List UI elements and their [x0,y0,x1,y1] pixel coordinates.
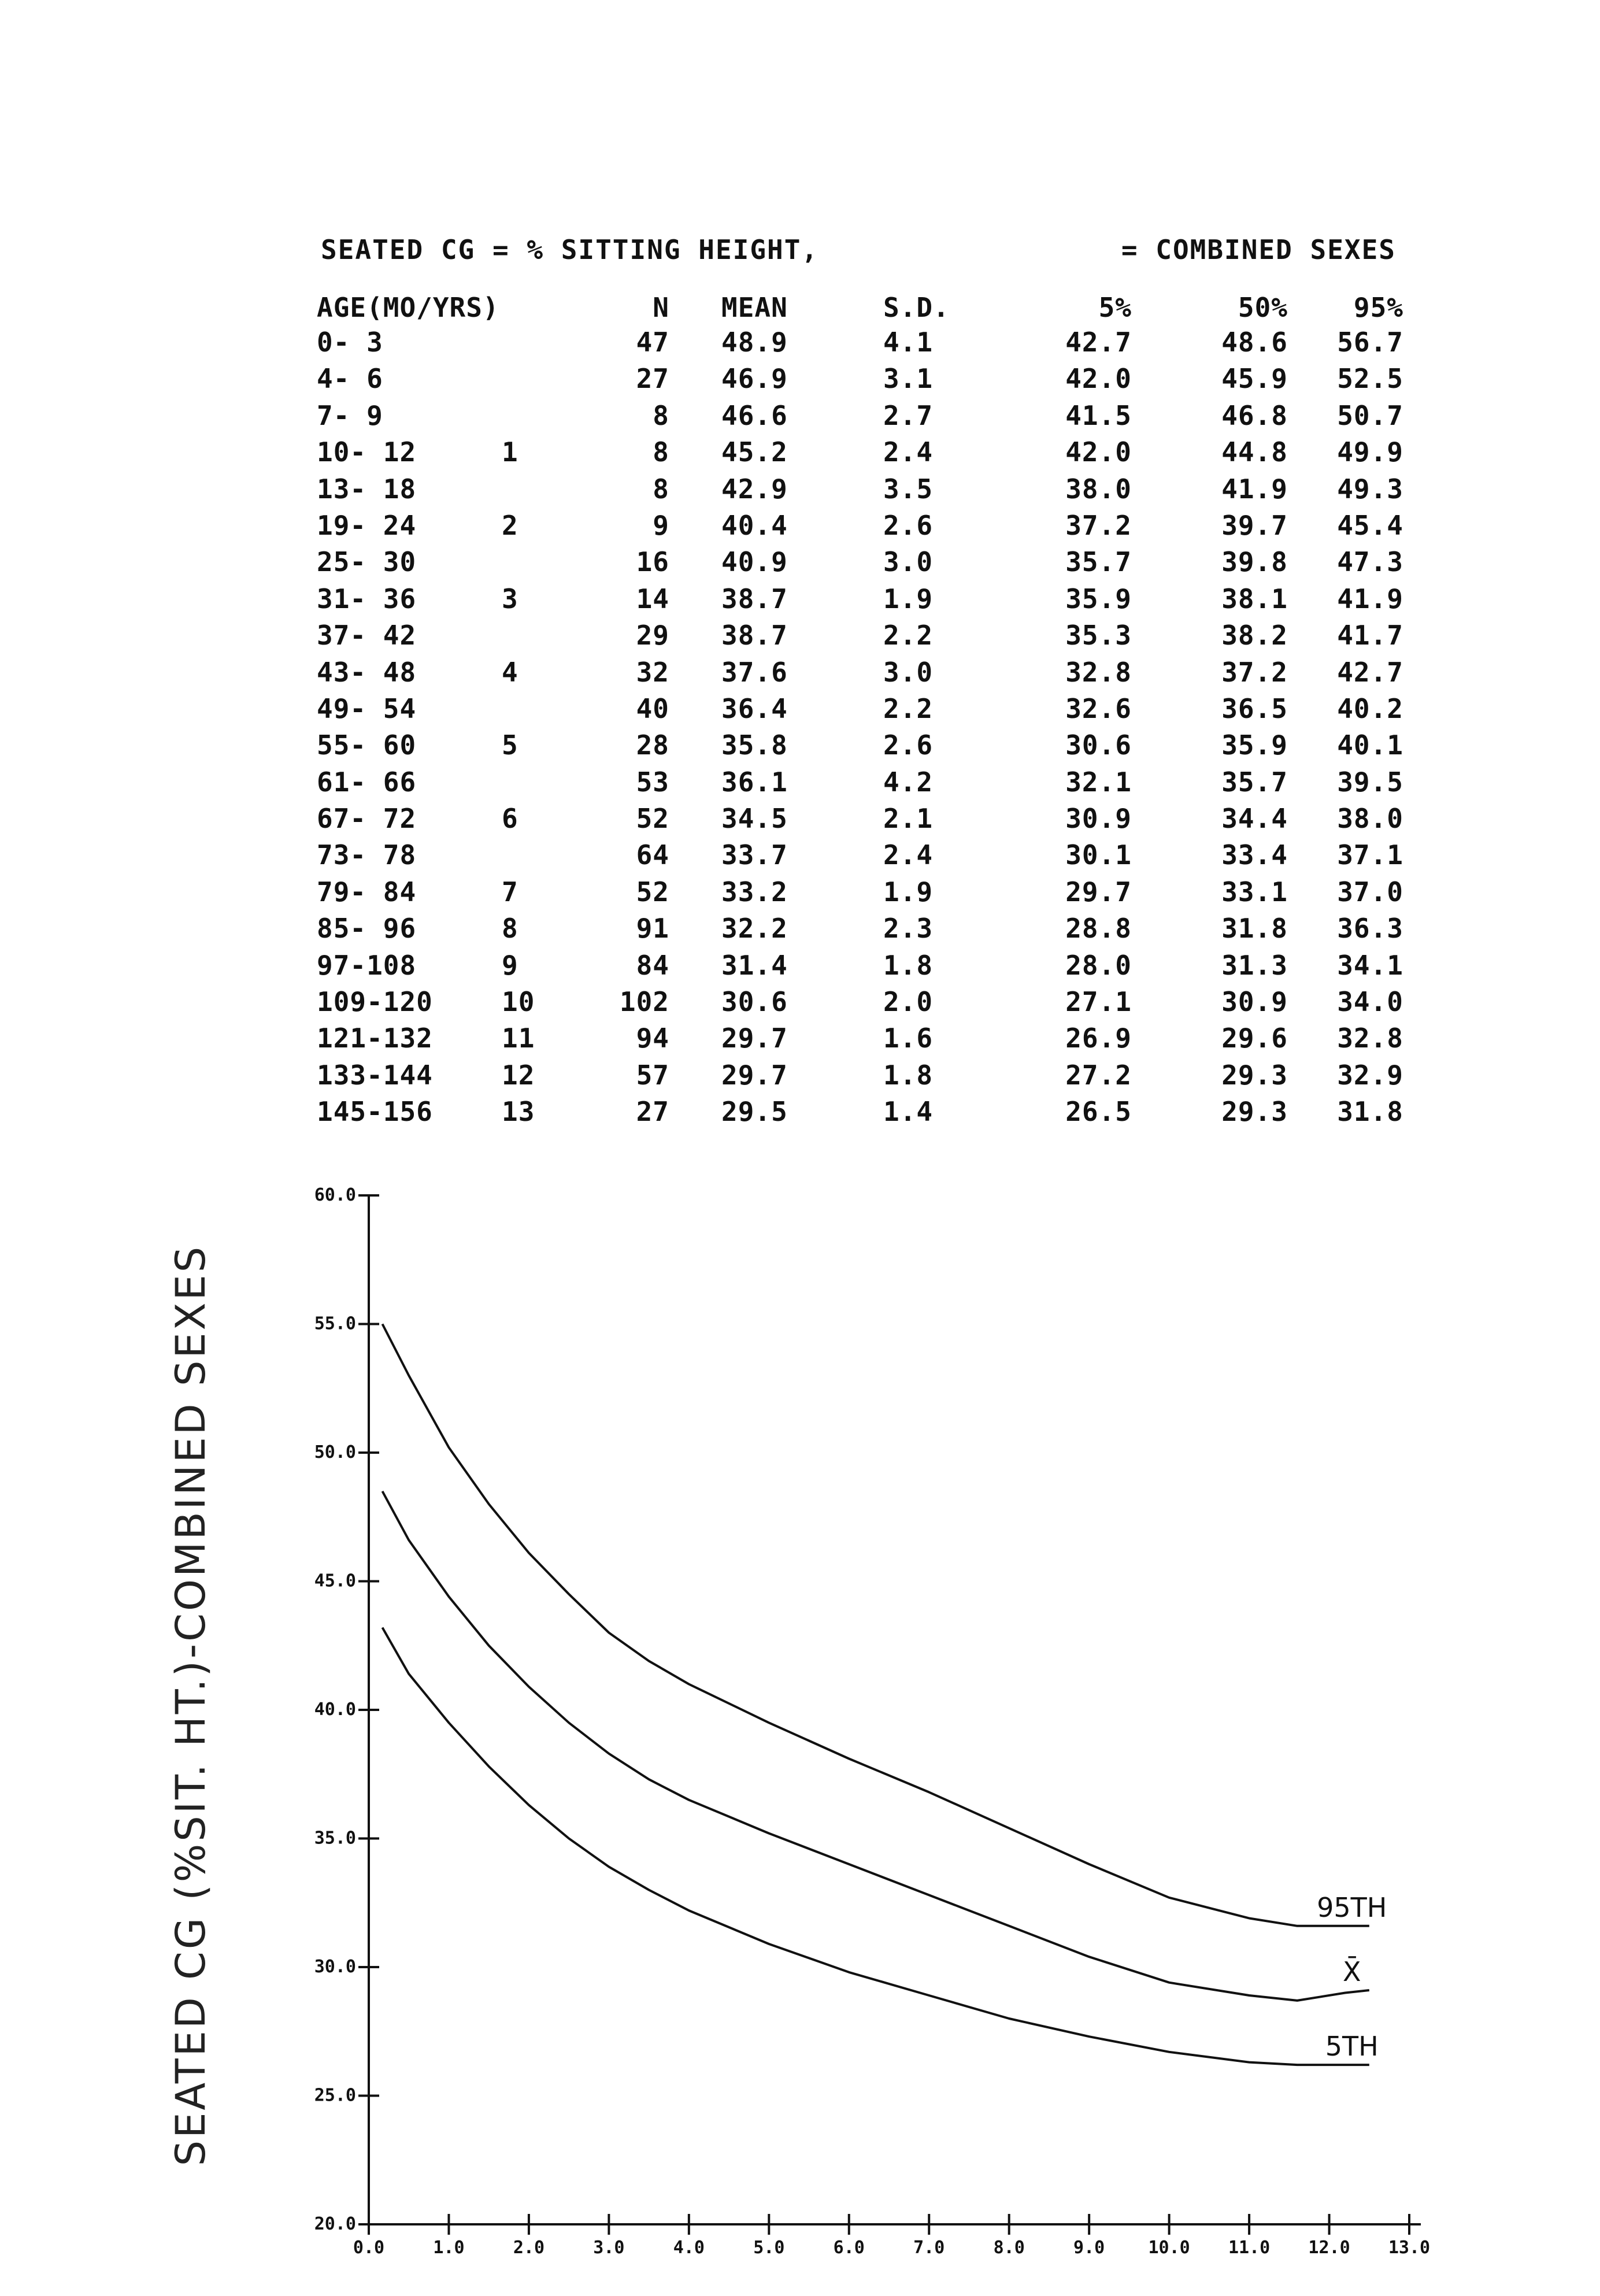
cell-mean: 40.9 [721,546,788,578]
cell-p5: 26.9 [1065,1023,1132,1054]
cell-p5: 32.1 [1065,766,1132,798]
cell-p95: 37.0 [1337,876,1403,908]
cell-age: 121-132 [317,1023,433,1054]
cell-n: 8 [653,473,669,505]
cell-yr: 6 [502,803,518,835]
cell-n: 16 [636,546,669,578]
cell-age: 4- 6 [317,363,383,395]
header-p50: 50% [1238,292,1288,323]
cell-n: 29 [636,620,669,651]
cell-p50: 34.4 [1221,803,1288,835]
table-row [317,950,1403,986]
y-tick-label: 45.0 [314,1571,356,1591]
cell-p50: 48.6 [1221,327,1288,358]
y-tick-label: 40.0 [314,1699,356,1720]
cell-p50: 29.3 [1221,1096,1288,1128]
cell-yr: 2 [502,509,518,541]
cell-p50: 36.5 [1221,692,1288,724]
cell-p95: 40.1 [1337,729,1403,761]
header-p95: 95% [1353,292,1403,323]
cell-yr: 5 [502,729,518,761]
cell-p50: 38.1 [1221,583,1288,614]
chart-area [0,1133,1600,2294]
cell-p5: 30.6 [1065,729,1132,761]
cell-age: 55- 60 [317,729,417,761]
cell-p5: 42.7 [1065,327,1132,358]
cell-age: 109-120 [317,986,433,1018]
cell-p95: 56.7 [1337,327,1403,358]
cell-age: 31- 36 [317,583,417,614]
y-tick-label: 60.0 [314,1185,356,1205]
cell-p50: 46.8 [1221,399,1288,431]
table-title [321,234,1396,269]
cell-p50: 38.2 [1221,620,1288,651]
cell-p5: 35.9 [1065,583,1132,614]
cell-age: 133-144 [317,1059,433,1091]
table-row [317,363,1403,399]
cell-sd: 3.1 [883,363,934,395]
cell-age: 61- 66 [317,766,417,798]
cell-p95: 34.1 [1337,949,1403,981]
cell-sd: 1.6 [883,1023,934,1054]
x-tick-label: 7.0 [913,2238,945,2258]
table-row [317,876,1403,913]
x-tick-label: 12.0 [1308,2238,1350,2258]
series-line-2 [383,1628,1369,2065]
table-row [317,803,1403,839]
table-row [317,1060,1403,1096]
cell-yr: 3 [502,583,518,614]
cell-p5: 30.1 [1065,839,1132,871]
cell-sd: 1.9 [883,583,934,614]
cell-sd: 4.2 [883,766,934,798]
cell-p50: 41.9 [1221,473,1288,505]
cell-p95: 36.3 [1337,913,1403,945]
cell-p50: 33.1 [1221,876,1288,908]
cell-sd: 3.0 [883,546,934,578]
y-tick-label: 55.0 [314,1313,356,1334]
cell-sd: 3.5 [883,473,934,505]
table-row [317,986,1403,1023]
table-body [317,327,1403,1133]
cell-n: 32 [636,656,669,688]
cell-age: 19- 24 [317,509,417,541]
cell-sd: 2.1 [883,803,934,835]
x-tick-label: 4.0 [673,2238,705,2258]
cell-p95: 50.7 [1337,399,1403,431]
cell-p95: 40.2 [1337,692,1403,724]
table-row [317,657,1403,693]
cell-p5: 32.6 [1065,692,1132,724]
cell-age: 7- 9 [317,399,383,431]
cell-p95: 32.9 [1337,1059,1403,1091]
table-row [317,693,1403,729]
series-label-2: 5TH [1325,2031,1379,2062]
cell-yr: 13 [502,1096,535,1128]
cell-mean: 36.4 [721,692,788,724]
cell-n: 27 [636,1096,669,1128]
x-tick-label: 5.0 [753,2238,785,2258]
table-row [317,620,1403,656]
cell-p95: 38.0 [1337,803,1403,835]
cell-p5: 30.9 [1065,803,1132,835]
table-row [317,1096,1403,1132]
cell-p95: 49.3 [1337,473,1403,505]
cell-n: 27 [636,363,669,395]
cell-age: 10- 12 [317,436,417,468]
x-tick-label: 1.0 [433,2238,465,2258]
series-label-0: 95TH [1317,1891,1387,1923]
header-mean: MEAN [721,292,788,323]
cell-n: 57 [636,1059,669,1091]
y-tick-label: 50.0 [314,1442,356,1462]
cell-p5: 27.2 [1065,1059,1132,1091]
cell-mean: 36.1 [721,766,788,798]
cell-sd: 2.0 [883,986,934,1018]
cell-p5: 27.1 [1065,986,1132,1018]
table-row [317,839,1403,876]
chart-series-labels [1317,1892,1387,2062]
cell-mean: 30.6 [721,986,788,1018]
cell-n: 52 [636,803,669,835]
x-tick-label: 9.0 [1073,2238,1105,2258]
y-axis-label-text: SEATED CG (%SIT. HT.)-COMBINED SEXES [167,1244,214,2167]
cell-yr: 9 [502,949,518,981]
cell-age: 97-108 [317,949,417,981]
cell-p50: 39.8 [1221,546,1288,578]
cell-age: 43- 48 [317,656,417,688]
cell-sd: 1.8 [883,1059,934,1091]
cell-p50: 37.2 [1221,656,1288,688]
cell-p5: 35.7 [1065,546,1132,578]
y-tick-label: 30.0 [314,1957,356,1977]
cell-p95: 37.1 [1337,839,1403,871]
cell-p5: 38.0 [1065,473,1132,505]
table-header-row [317,292,1403,327]
cell-yr: 1 [502,436,518,468]
table-row [317,436,1403,473]
cell-sd: 2.4 [883,839,934,871]
cell-mean: 32.2 [721,913,788,945]
cell-p95: 39.5 [1337,766,1403,798]
cell-age: 25- 30 [317,546,417,578]
cell-age: 49- 54 [317,692,417,724]
cell-p95: 41.9 [1337,583,1403,614]
cell-sd: 2.6 [883,729,934,761]
cell-age: 0- 3 [317,327,383,358]
cell-p50: 45.9 [1221,363,1288,395]
cell-p5: 42.0 [1065,436,1132,468]
data-table [317,292,1403,1133]
header-sd: S.D. [883,292,950,323]
cell-mean: 33.2 [721,876,788,908]
header-p5: 5% [1098,292,1132,323]
cell-n: 28 [636,729,669,761]
x-tick-label: 3.0 [593,2238,625,2258]
table-title-left: SEATED CG = % SITTING HEIGHT, [321,234,819,265]
cell-sd: 3.0 [883,656,934,688]
x-tick-label: 2.0 [513,2238,545,2258]
cell-yr: 10 [502,986,535,1018]
y-axis-label [168,1205,214,2205]
cell-n: 8 [653,436,669,468]
cell-n: 53 [636,766,669,798]
cell-p95: 32.8 [1337,1023,1403,1054]
header-age: AGE(MO/YRS) [317,292,499,323]
x-tick-label: 6.0 [833,2238,865,2258]
cell-age: 145-156 [317,1096,433,1128]
cell-age: 13- 18 [317,473,417,505]
table-row [317,546,1403,583]
cell-sd: 2.7 [883,399,934,431]
cell-mean: 29.7 [721,1023,788,1054]
cell-p50: 30.9 [1221,986,1288,1018]
cell-n: 84 [636,949,669,981]
cell-age: 85- 96 [317,913,417,945]
cell-sd: 1.8 [883,949,934,981]
cell-n: 47 [636,327,669,358]
x-tick-label: 0.0 [353,2238,385,2258]
x-tick-label: 10.0 [1148,2238,1190,2258]
y-tick-label: 25.0 [314,2085,356,2106]
cell-mean: 45.2 [721,436,788,468]
cell-mean: 31.4 [721,949,788,981]
cell-p95: 42.7 [1337,656,1403,688]
chart-svg [0,1133,1600,2294]
cell-p95: 41.7 [1337,620,1403,651]
cell-mean: 33.7 [721,839,788,871]
chart-axes [314,1185,1430,2258]
table-row [317,473,1403,510]
cell-p50: 29.6 [1221,1023,1288,1054]
cell-n: 94 [636,1023,669,1054]
cell-mean: 34.5 [721,803,788,835]
table-row [317,400,1403,436]
cell-mean: 38.7 [721,620,788,651]
table-row [317,510,1403,546]
cell-mean: 35.8 [721,729,788,761]
cell-p95: 52.5 [1337,363,1403,395]
cell-sd: 4.1 [883,327,934,358]
cell-p5: 37.2 [1065,509,1132,541]
cell-n: 91 [636,913,669,945]
cell-sd: 2.2 [883,620,934,651]
cell-p95: 31.8 [1337,1096,1403,1128]
cell-p50: 31.8 [1221,913,1288,945]
cell-n: 102 [619,986,669,1018]
table-row [317,729,1403,766]
cell-n: 64 [636,839,669,871]
table-title-right: = COMBINED SEXES [1121,234,1396,265]
cell-p5: 29.7 [1065,876,1132,908]
cell-mean: 29.7 [721,1059,788,1091]
x-tick-label: 13.0 [1388,2238,1431,2258]
cell-n: 9 [653,509,669,541]
cell-yr: 7 [502,876,518,908]
cell-yr: 8 [502,913,518,945]
series-line-0 [383,1324,1369,1926]
cell-n: 8 [653,399,669,431]
cell-p50: 35.7 [1221,766,1288,798]
cell-mean: 42.9 [721,473,788,505]
cell-sd: 2.4 [883,436,934,468]
y-tick-label: 35.0 [314,1828,356,1849]
series-label-1: X̄ [1343,1956,1361,1988]
cell-p95: 49.9 [1337,436,1403,468]
cell-p50: 33.4 [1221,839,1288,871]
cell-p5: 28.8 [1065,913,1132,945]
x-tick-label: 8.0 [993,2238,1025,2258]
y-tick-label: 20.0 [314,2214,356,2234]
cell-sd: 1.4 [883,1096,934,1128]
cell-sd: 2.2 [883,692,934,724]
cell-sd: 2.6 [883,509,934,541]
cell-p50: 31.3 [1221,949,1288,981]
cell-age: 37- 42 [317,620,417,651]
cell-mean: 46.9 [721,363,788,395]
cell-mean: 46.6 [721,399,788,431]
x-tick-label: 11.0 [1228,2238,1271,2258]
cell-mean: 48.9 [721,327,788,358]
cell-sd: 1.9 [883,876,934,908]
cell-p5: 42.0 [1065,363,1132,395]
series-line-1 [383,1491,1369,2001]
cell-age: 67- 72 [317,803,417,835]
cell-age: 73- 78 [317,839,417,871]
cell-p5: 41.5 [1065,399,1132,431]
table-row [317,327,1403,363]
cell-p95: 47.3 [1337,546,1403,578]
cell-mean: 37.6 [721,656,788,688]
cell-p5: 28.0 [1065,949,1132,981]
cell-p50: 35.9 [1221,729,1288,761]
cell-mean: 38.7 [721,583,788,614]
cell-p50: 44.8 [1221,436,1288,468]
cell-mean: 40.4 [721,509,788,541]
cell-p95: 34.0 [1337,986,1403,1018]
cell-n: 52 [636,876,669,908]
cell-age: 79- 84 [317,876,417,908]
table-row [317,583,1403,620]
cell-n: 14 [636,583,669,614]
cell-p5: 26.5 [1065,1096,1132,1128]
chart-series [383,1324,1369,2065]
table-row [317,766,1403,803]
cell-p5: 35.3 [1065,620,1132,651]
cell-yr: 11 [502,1023,535,1054]
cell-p5: 32.8 [1065,656,1132,688]
cell-yr: 4 [502,656,518,688]
table-row [317,913,1403,949]
table-row [317,1023,1403,1059]
cell-n: 40 [636,692,669,724]
cell-p95: 45.4 [1337,509,1403,541]
cell-yr: 12 [502,1059,535,1091]
cell-p50: 29.3 [1221,1059,1288,1091]
cell-p50: 39.7 [1221,509,1288,541]
cell-mean: 29.5 [721,1096,788,1128]
cell-sd: 2.3 [883,913,934,945]
header-n: N [653,292,669,323]
